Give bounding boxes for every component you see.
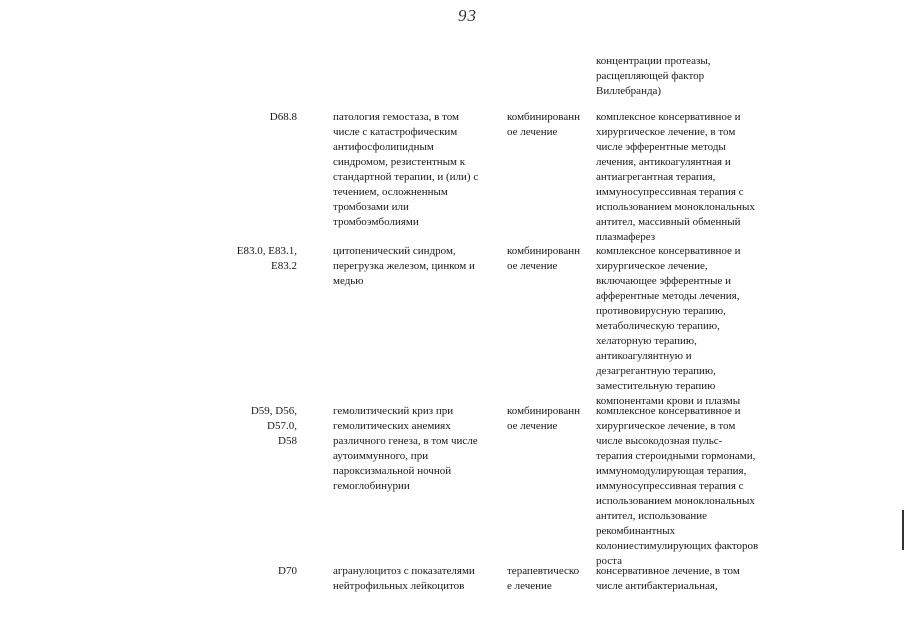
row-treatment-type: комбинированн ое лечение	[507, 111, 580, 138]
row-method: комплексное консервативное и хирургическое лечение, в том числе высокодозная пульс- терапия стероидными гормонами, иммуномодулирующая терапия, иммуносупрессивная терапия с использованием моноклональных антител, использование рекомбинантных колониестимулирующих факторов роста	[596, 405, 759, 567]
page-number: 93	[458, 6, 477, 25]
row-treatment-type: комбинированн ое лечение	[507, 405, 580, 432]
scan-edge-mark	[902, 510, 904, 550]
row-treatment-type: комбинированн ое лечение	[507, 245, 580, 272]
continuation-text: концентрации протеазы, расщепляющей фактор Виллебранда)	[596, 55, 711, 97]
row-method: комплексное консервативное и хирургическое лечение, включающее эфферентные и афферентные методы лечения, противовирусную терапию, метаболическую терапию, хелаторную терапию, антикоагулянтную и дезагрегантную терапию, заместительную терапию компонентами крови и плазмы	[596, 245, 741, 407]
row-diagnosis: агранулоцитоз с показателями нейтрофильных лейкоцитов	[333, 565, 475, 592]
row-method: консервативное лечение, в том числе антибактериальная,	[596, 565, 740, 592]
row-code: D70	[278, 565, 297, 577]
row-diagnosis: патология гемостаза, в том числе с катастрофическим антифосфолипидным синдромом, резистентным к стандартной терапии, и (или) с течением, осложненным тромбозами или тромбоэмболиями	[333, 111, 479, 228]
row-code: D68.8	[269, 111, 297, 123]
row-diagnosis: цитопенический синдром, перегрузка железом, цинком и медью	[333, 245, 475, 287]
row-treatment-type: терапевтическо е лечение	[507, 565, 580, 592]
row-method: комплексное консервативное и хирургическое лечение, в том числе эфферентные методы лечения, антикоагулянтная и антиагрегантная терапия, иммуносупрессивная терапия с использованием моноклональных антител, массивный обменный плазмаферез	[596, 111, 755, 243]
row-diagnosis: гемолитический криз при гемолитических анемиях различного генеза, в том числе аутоиммунного, при пароксизмальной ночной гемоглобинурии	[333, 405, 478, 492]
row-code: D59, D56, D57.0, D58	[250, 405, 297, 447]
row-code: E83.0, E83.1, E83.2	[236, 245, 297, 272]
